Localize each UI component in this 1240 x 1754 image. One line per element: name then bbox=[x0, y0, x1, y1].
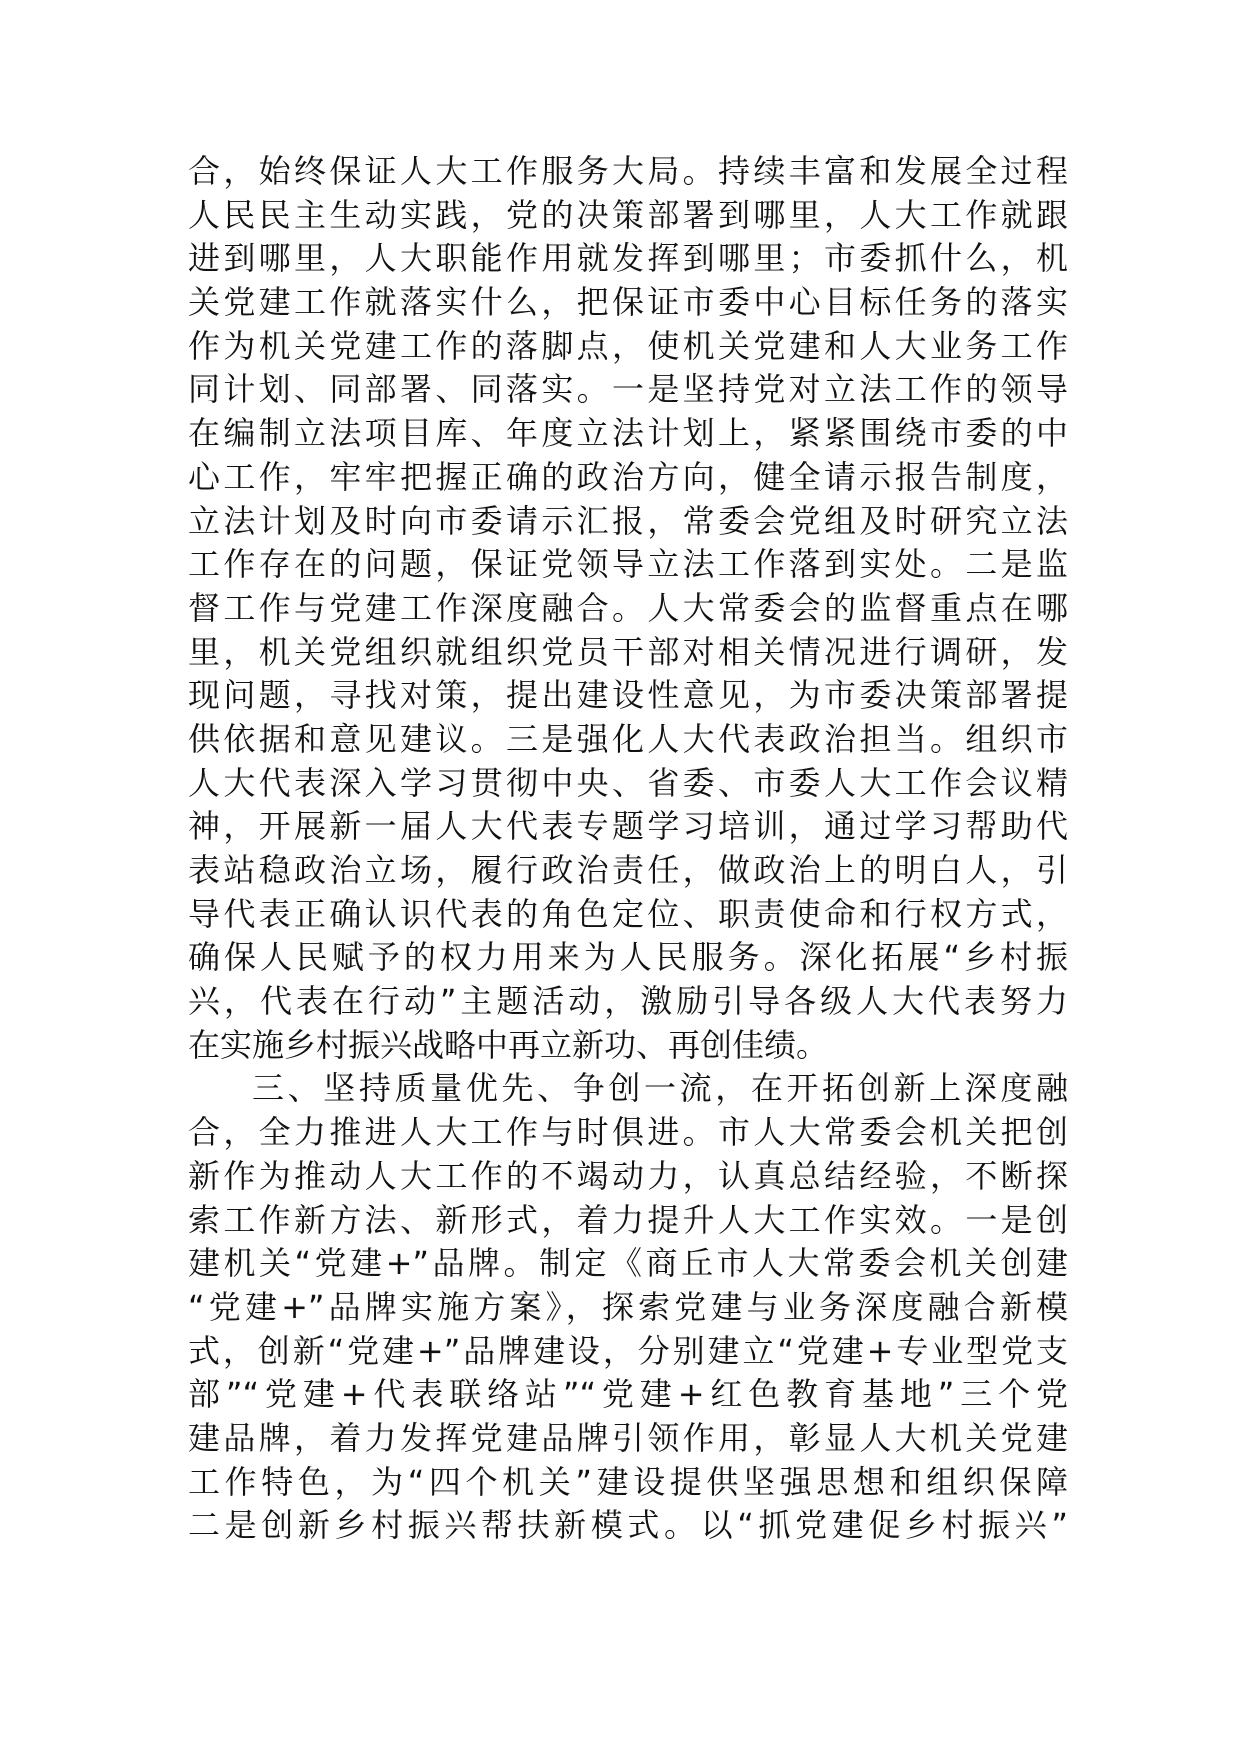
text-line: 里，机关党组织就组织党员干部对相关情况进行调研，发 bbox=[188, 632, 1068, 671]
text-line: 建机关“党建+”品牌。制定《商丘市人大常委会机关创建 bbox=[188, 1244, 1068, 1283]
text-line: 进到哪里，人大职能作用就发挥到哪里；市委抓什么，机 bbox=[188, 239, 1068, 278]
section-heading-line: 三、坚持质量优先、争创一流，在开拓创新上深度融 bbox=[252, 1069, 1068, 1108]
text-line: 神，开展新一届人大代表专题学习培训，通过学习帮助代 bbox=[188, 807, 1068, 846]
text-line: 工作存在的问题，保证党领导立法工作落到实处。二是监 bbox=[188, 545, 1068, 584]
text-line: 二是创新乡村振兴帮扶新模式。以“抓党建促乡村振兴” bbox=[188, 1506, 1068, 1545]
text-line: 督工作与党建工作深度融合。人大常委会的监督重点在哪 bbox=[188, 588, 1068, 627]
text-line: 供依据和意见建议。三是强化人大代表政治担当。组织市 bbox=[188, 719, 1068, 758]
text-line: 新作为推动人大工作的不竭动力，认真总结经验，不断探 bbox=[188, 1156, 1068, 1195]
text-line: 建品牌，着力发挥党建品牌引领作用，彰显人大机关党建 bbox=[188, 1418, 1068, 1457]
text-line: 兴，代表在行动”主题活动，激励引导各级人大代表努力 bbox=[188, 982, 1068, 1021]
text-line: 立法计划及时向市委请示汇报，常委会党组及时研究立法 bbox=[188, 501, 1068, 540]
text-line: 合，全力推进人大工作与时俱进。市人大常委会机关把创 bbox=[188, 1113, 1068, 1152]
text-line: 工作特色，为“四个机关”建设提供坚强思想和组织保障 bbox=[188, 1462, 1068, 1501]
text-line: 在编制立法项目库、年度立法计划上，紧紧围绕市委的中 bbox=[188, 414, 1068, 453]
text-line: 同计划、同部署、同落实。一是坚持党对立法工作的领导 bbox=[188, 370, 1068, 409]
text-line: 导代表正确认识代表的角色定位、职责使命和行权方式， bbox=[188, 894, 1068, 933]
text-line: 确保人民赋予的权力用来为人民服务。深化拓展“乡村振 bbox=[188, 938, 1068, 977]
text-line: 关党建工作就落实什么，把保证市委中心目标任务的落实 bbox=[188, 283, 1068, 322]
body-text bbox=[188, 150, 1068, 1548]
text-line: 人民民主生动实践，党的决策部署到哪里，人大工作就跟 bbox=[188, 195, 1068, 234]
text-line: 索工作新方法、新形式，着力提升人大工作实效。一是创 bbox=[188, 1200, 1068, 1239]
text-line: 心工作，牢牢把握正确的政治方向，健全请示报告制度， bbox=[188, 457, 1068, 496]
text-line: 表站稳政治立场，履行政治责任，做政治上的明白人，引 bbox=[188, 851, 1068, 889]
text-line: 式，创新“党建+”品牌建设，分别建立“党建+专业型党支 bbox=[188, 1331, 1068, 1370]
text-line: 部”“党建+代表联络站”“党建+红色教育基地”三个党 bbox=[188, 1375, 1068, 1414]
text-line: 作为机关党建工作的落脚点，使机关党建和人大业务工作 bbox=[188, 326, 1068, 365]
text-line: 合，始终保证人大工作服务大局。持续丰富和发展全过程 bbox=[188, 152, 1068, 190]
text-line: 人大代表深入学习贯彻中央、省委、市委人大工作会议精 bbox=[188, 763, 1068, 802]
paragraph-end-line: 在实施乡村振兴战略中再立新功、再创佳绩。 bbox=[188, 1025, 829, 1064]
text-line: 现问题，寻找对策，提出建设性意见，为市委决策部署提 bbox=[188, 676, 1068, 715]
text-line: “党建+”品牌实施方案》，探索党建与业务深度融合新模 bbox=[188, 1287, 1068, 1326]
